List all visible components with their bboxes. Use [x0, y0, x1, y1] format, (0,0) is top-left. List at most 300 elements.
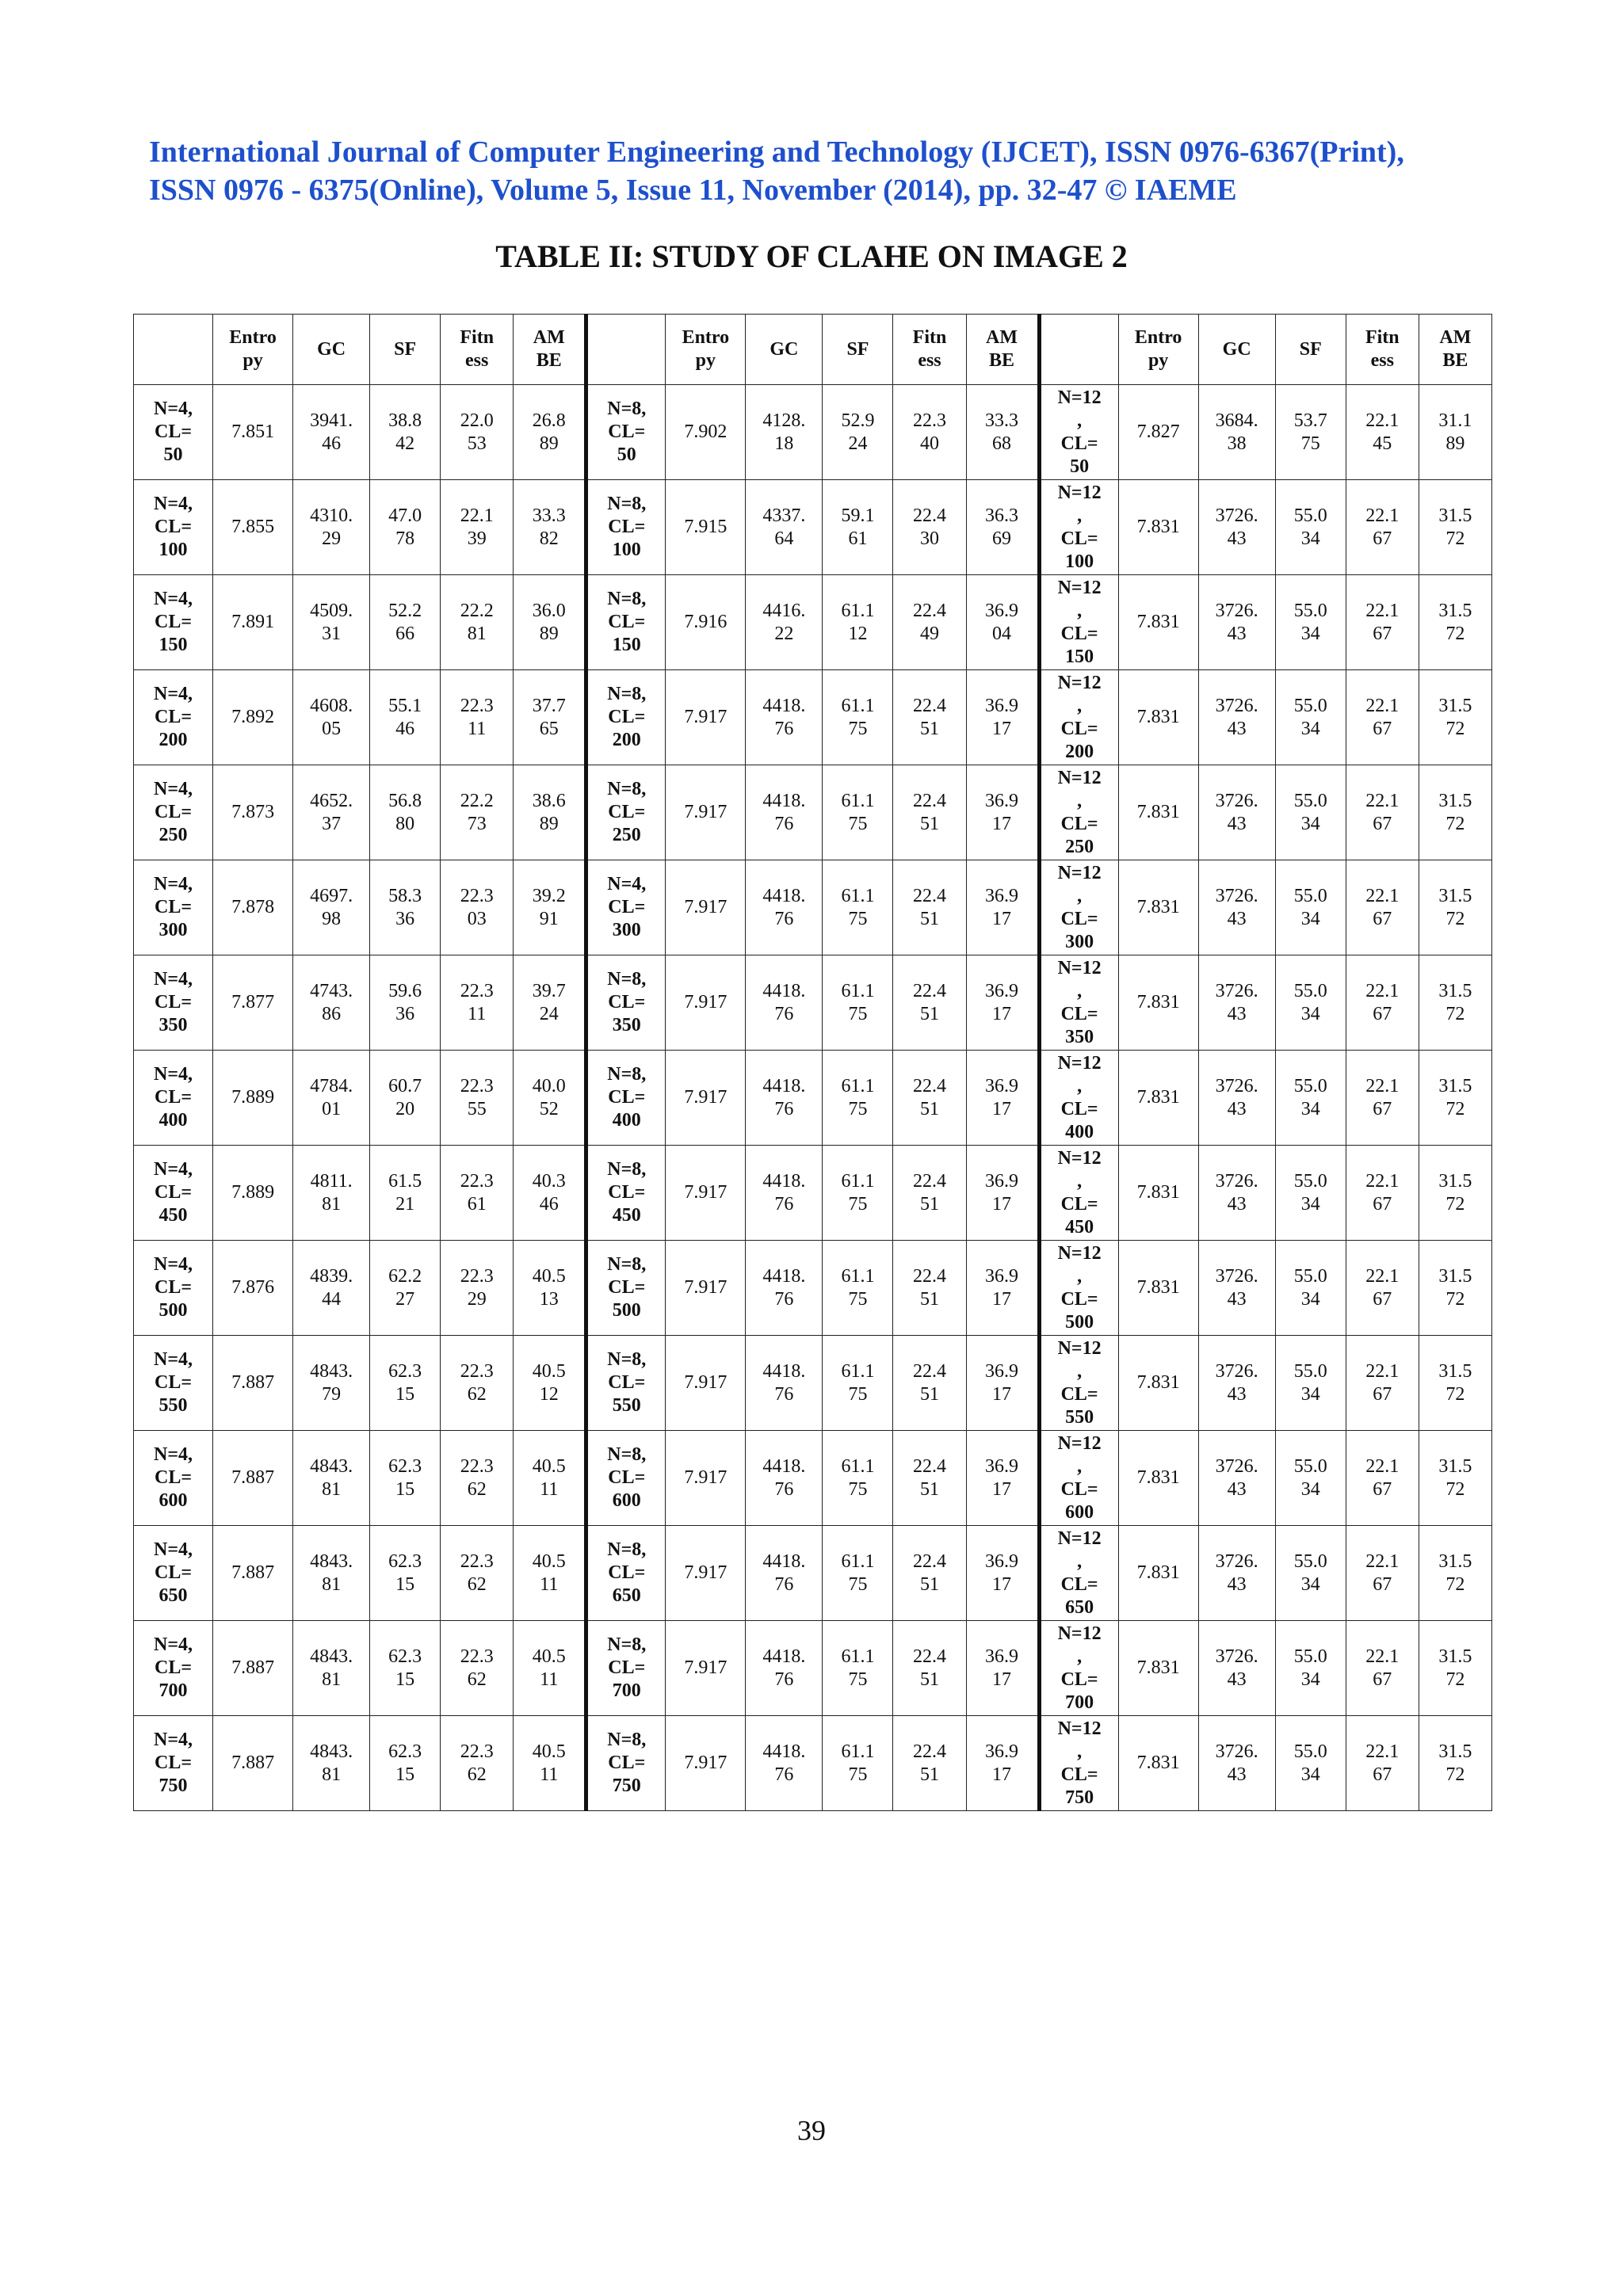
value-cell: 7.878	[213, 860, 293, 955]
row-label-cell: N=4, CL= 500	[134, 1241, 213, 1336]
value-cell: 40.5 11	[514, 1716, 586, 1811]
value-cell: 4843. 81	[293, 1431, 370, 1526]
value-cell: 4608. 05	[293, 670, 370, 765]
value-cell: 26.8 89	[514, 385, 586, 480]
value-cell: 38.8 42	[370, 385, 441, 480]
value-cell: 31.5 72	[1419, 1716, 1491, 1811]
value-cell: 22.1 67	[1346, 1051, 1419, 1146]
value-cell: 4418. 76	[746, 1621, 823, 1716]
row-label-cell: N=12 , CL= 150	[1039, 575, 1118, 670]
value-cell: 62.3 15	[370, 1621, 441, 1716]
value-cell: 4811. 81	[293, 1146, 370, 1241]
value-cell: 61.1 75	[823, 1431, 893, 1526]
value-cell: 7.831	[1118, 955, 1198, 1051]
value-cell: 36.9 17	[966, 765, 1039, 860]
column-header: Entro py	[213, 315, 293, 385]
table-row	[134, 480, 1492, 575]
row-label-cell: N=8, CL= 600	[586, 1431, 666, 1526]
value-cell: 55.0 34	[1275, 1621, 1346, 1716]
value-cell: 7.887	[213, 1621, 293, 1716]
value-cell: 56.8 80	[370, 765, 441, 860]
table-row	[134, 955, 1492, 1051]
value-cell: 7.917	[666, 765, 746, 860]
value-cell: 40.5 11	[514, 1526, 586, 1621]
row-label-cell: N=12 , CL= 250	[1039, 765, 1118, 860]
row-label-cell: N=4, CL= 550	[134, 1336, 213, 1431]
value-cell: 52.9 24	[823, 385, 893, 480]
value-cell: 4418. 76	[746, 860, 823, 955]
page-number: 39	[797, 2115, 826, 2146]
value-cell: 61.1 75	[823, 1621, 893, 1716]
value-cell: 22.1 45	[1346, 385, 1419, 480]
value-cell: 3726. 43	[1198, 1336, 1275, 1431]
row-label-cell: N=4, CL= 700	[134, 1621, 213, 1716]
row-label-cell: N=4, CL= 600	[134, 1431, 213, 1526]
value-cell: 55.0 34	[1275, 1526, 1346, 1621]
value-cell: 22.2 73	[441, 765, 514, 860]
row-label-cell: N=4, CL= 450	[134, 1146, 213, 1241]
value-cell: 22.4 51	[893, 1431, 966, 1526]
value-cell: 55.0 34	[1275, 575, 1346, 670]
value-cell: 7.855	[213, 480, 293, 575]
value-cell: 22.3 62	[441, 1716, 514, 1811]
value-cell: 31.5 72	[1419, 1621, 1491, 1716]
value-cell: 4418. 76	[746, 1716, 823, 1811]
value-cell: 31.5 72	[1419, 1336, 1491, 1431]
value-cell: 22.4 30	[893, 480, 966, 575]
row-label-cell: N=12 , CL= 300	[1039, 860, 1118, 955]
value-cell: 3726. 43	[1198, 480, 1275, 575]
value-cell: 7.877	[213, 955, 293, 1051]
value-cell: 7.917	[666, 1051, 746, 1146]
value-cell: 36.9 17	[966, 1336, 1039, 1431]
value-cell: 22.4 51	[893, 765, 966, 860]
value-cell: 7.831	[1118, 480, 1198, 575]
row-label-cell: N=4, CL= 300	[134, 860, 213, 955]
value-cell: 55.0 34	[1275, 1716, 1346, 1811]
table-row	[134, 1526, 1492, 1621]
value-cell: 31.5 72	[1419, 955, 1491, 1051]
value-cell: 59.6 36	[370, 955, 441, 1051]
value-cell: 31.5 72	[1419, 1051, 1491, 1146]
row-label-cell: N=8, CL= 700	[586, 1621, 666, 1716]
column-header: GC	[746, 315, 823, 385]
value-cell: 22.4 51	[893, 1336, 966, 1431]
value-cell: 22.1 39	[441, 480, 514, 575]
value-cell: 61.1 75	[823, 1716, 893, 1811]
value-cell: 61.5 21	[370, 1146, 441, 1241]
value-cell: 61.1 75	[823, 1146, 893, 1241]
value-cell: 31.5 72	[1419, 670, 1491, 765]
row-label-cell: N=8, CL= 100	[586, 480, 666, 575]
row-label-cell: N=8, CL= 250	[586, 765, 666, 860]
value-cell: 36.3 69	[966, 480, 1039, 575]
value-cell: 55.0 34	[1275, 765, 1346, 860]
value-cell: 62.2 27	[370, 1241, 441, 1336]
value-cell: 36.9 04	[966, 575, 1039, 670]
value-cell: 4418. 76	[746, 1336, 823, 1431]
journal-header-line-2: ISSN 0976 - 6375(Online), Volume 5, Issue 11, November (2014), pp. 32-47 © IAEME	[149, 174, 1237, 207]
value-cell: 22.2 81	[441, 575, 514, 670]
journal-header-line-1: International Journal of Computer Engineering and Technology (IJCET), ISSN 0976-6367(Print),	[149, 135, 1404, 169]
header-blank-cell	[586, 315, 666, 385]
value-cell: 4418. 76	[746, 1241, 823, 1336]
value-cell: 3726. 43	[1198, 575, 1275, 670]
value-cell: 31.5 72	[1419, 575, 1491, 670]
value-cell: 3941. 46	[293, 385, 370, 480]
value-cell: 3726. 43	[1198, 1716, 1275, 1811]
value-cell: 22.3 62	[441, 1526, 514, 1621]
value-cell: 38.6 89	[514, 765, 586, 860]
value-cell: 59.1 61	[823, 480, 893, 575]
value-cell: 4310. 29	[293, 480, 370, 575]
value-cell: 22.1 67	[1346, 1621, 1419, 1716]
value-cell: 4337. 64	[746, 480, 823, 575]
value-cell: 36.9 17	[966, 1621, 1039, 1716]
value-cell: 36.9 17	[966, 1526, 1039, 1621]
value-cell: 7.916	[666, 575, 746, 670]
table-row	[134, 1621, 1492, 1716]
value-cell: 3726. 43	[1198, 1431, 1275, 1526]
value-cell: 22.3 55	[441, 1051, 514, 1146]
value-cell: 61.1 75	[823, 1526, 893, 1621]
table-row	[134, 1051, 1492, 1146]
table-row	[134, 670, 1492, 765]
value-cell: 36.9 17	[966, 670, 1039, 765]
value-cell: 7.902	[666, 385, 746, 480]
column-header: SF	[370, 315, 441, 385]
value-cell: 55.0 34	[1275, 670, 1346, 765]
row-label-cell: N=4, CL= 650	[134, 1526, 213, 1621]
table-row	[134, 860, 1492, 955]
value-cell: 31.1 89	[1419, 385, 1491, 480]
value-cell: 4418. 76	[746, 765, 823, 860]
value-cell: 7.887	[213, 1336, 293, 1431]
column-header: SF	[823, 315, 893, 385]
column-header: Entro py	[666, 315, 746, 385]
value-cell: 7.831	[1118, 1526, 1198, 1621]
value-cell: 7.889	[213, 1051, 293, 1146]
value-cell: 55.0 34	[1275, 1241, 1346, 1336]
value-cell: 62.3 15	[370, 1431, 441, 1526]
value-cell: 22.3 29	[441, 1241, 514, 1336]
value-cell: 7.917	[666, 1146, 746, 1241]
value-cell: 33.3 82	[514, 480, 586, 575]
value-cell: 4843. 81	[293, 1621, 370, 1716]
value-cell: 61.1 12	[823, 575, 893, 670]
row-label-cell: N=12 , CL= 600	[1039, 1431, 1118, 1526]
value-cell: 31.5 72	[1419, 1526, 1491, 1621]
row-label-cell: N=4, CL= 750	[134, 1716, 213, 1811]
value-cell: 22.1 67	[1346, 480, 1419, 575]
table-header-row	[134, 315, 1492, 385]
value-cell: 31.5 72	[1419, 860, 1491, 955]
table-row	[134, 1716, 1492, 1811]
value-cell: 3726. 43	[1198, 670, 1275, 765]
value-cell: 7.831	[1118, 1621, 1198, 1716]
row-label-cell: N=8, CL= 400	[586, 1051, 666, 1146]
value-cell: 4843. 81	[293, 1716, 370, 1811]
row-label-cell: N=8, CL= 50	[586, 385, 666, 480]
value-cell: 7.831	[1118, 860, 1198, 955]
value-cell: 52.2 66	[370, 575, 441, 670]
row-label-cell: N=12 , CL= 100	[1039, 480, 1118, 575]
value-cell: 7.831	[1118, 1716, 1198, 1811]
column-header: Fitn ess	[1346, 315, 1419, 385]
row-label-cell: N=12 , CL= 200	[1039, 670, 1118, 765]
value-cell: 40.5 13	[514, 1241, 586, 1336]
row-label-cell: N=4, CL= 400	[134, 1051, 213, 1146]
column-header: SF	[1275, 315, 1346, 385]
value-cell: 22.3 11	[441, 955, 514, 1051]
row-label-cell: N=12 , CL= 450	[1039, 1146, 1118, 1241]
value-cell: 22.4 51	[893, 1146, 966, 1241]
value-cell: 55.1 46	[370, 670, 441, 765]
value-cell: 3726. 43	[1198, 1621, 1275, 1716]
row-label-cell: N=12 , CL= 700	[1039, 1621, 1118, 1716]
value-cell: 7.917	[666, 1716, 746, 1811]
value-cell: 55.0 34	[1275, 1051, 1346, 1146]
value-cell: 40.5 12	[514, 1336, 586, 1431]
value-cell: 7.887	[213, 1431, 293, 1526]
row-label-cell: N=4, CL= 250	[134, 765, 213, 860]
value-cell: 36.9 17	[966, 955, 1039, 1051]
value-cell: 4843. 81	[293, 1526, 370, 1621]
value-cell: 3726. 43	[1198, 955, 1275, 1051]
row-label-cell: N=4, CL= 150	[134, 575, 213, 670]
row-label-cell: N=4, CL= 200	[134, 670, 213, 765]
value-cell: 7.873	[213, 765, 293, 860]
value-cell: 31.5 72	[1419, 765, 1491, 860]
value-cell: 22.1 67	[1346, 670, 1419, 765]
value-cell: 7.827	[1118, 385, 1198, 480]
value-cell: 22.1 67	[1346, 1146, 1419, 1241]
value-cell: 3684. 38	[1198, 385, 1275, 480]
value-cell: 61.1 75	[823, 1336, 893, 1431]
value-cell: 61.1 75	[823, 765, 893, 860]
row-label-cell: N=12 , CL= 500	[1039, 1241, 1118, 1336]
value-cell: 61.1 75	[823, 670, 893, 765]
row-label-cell: N=12 , CL= 350	[1039, 955, 1118, 1051]
value-cell: 36.9 17	[966, 1146, 1039, 1241]
column-header: GC	[293, 315, 370, 385]
row-label-cell: N=12 , CL= 650	[1039, 1526, 1118, 1621]
value-cell: 22.4 51	[893, 670, 966, 765]
value-cell: 7.887	[213, 1526, 293, 1621]
value-cell: 7.831	[1118, 1431, 1198, 1526]
value-cell: 7.887	[213, 1716, 293, 1811]
value-cell: 22.4 51	[893, 1241, 966, 1336]
row-label-cell: N=8, CL= 650	[586, 1526, 666, 1621]
value-cell: 4743. 86	[293, 955, 370, 1051]
value-cell: 55.0 34	[1275, 1336, 1346, 1431]
column-header: GC	[1198, 315, 1275, 385]
value-cell: 7.917	[666, 1621, 746, 1716]
value-cell: 22.1 67	[1346, 1716, 1419, 1811]
value-cell: 31.5 72	[1419, 480, 1491, 575]
header-blank-cell	[134, 315, 213, 385]
value-cell: 7.915	[666, 480, 746, 575]
table-row	[134, 575, 1492, 670]
value-cell: 22.3 61	[441, 1146, 514, 1241]
column-header: AM BE	[966, 315, 1039, 385]
value-cell: 22.1 67	[1346, 1336, 1419, 1431]
value-cell: 22.1 67	[1346, 765, 1419, 860]
value-cell: 62.3 15	[370, 1336, 441, 1431]
row-label-cell: N=12 , CL= 50	[1039, 385, 1118, 480]
value-cell: 61.1 75	[823, 955, 893, 1051]
value-cell: 47.0 78	[370, 480, 441, 575]
value-cell: 7.917	[666, 1336, 746, 1431]
value-cell: 22.3 62	[441, 1621, 514, 1716]
value-cell: 22.3 03	[441, 860, 514, 955]
value-cell: 36.9 17	[966, 860, 1039, 955]
value-cell: 37.7 65	[514, 670, 586, 765]
value-cell: 62.3 15	[370, 1716, 441, 1811]
table-row	[134, 1146, 1492, 1241]
table-row	[134, 765, 1492, 860]
value-cell: 36.0 89	[514, 575, 586, 670]
value-cell: 22.4 51	[893, 860, 966, 955]
value-cell: 55.0 34	[1275, 1431, 1346, 1526]
value-cell: 7.831	[1118, 1241, 1198, 1336]
value-cell: 22.1 67	[1346, 1526, 1419, 1621]
row-label-cell: N=8, CL= 500	[586, 1241, 666, 1336]
row-label-cell: N=12 , CL= 400	[1039, 1051, 1118, 1146]
value-cell: 39.2 91	[514, 860, 586, 955]
value-cell: 22.1 67	[1346, 575, 1419, 670]
value-cell: 4416. 22	[746, 575, 823, 670]
value-cell: 7.831	[1118, 670, 1198, 765]
value-cell: 61.1 75	[823, 1051, 893, 1146]
value-cell: 7.917	[666, 1241, 746, 1336]
value-cell: 22.4 51	[893, 1621, 966, 1716]
value-cell: 61.1 75	[823, 1241, 893, 1336]
column-header: Entro py	[1118, 315, 1198, 385]
value-cell: 40.0 52	[514, 1051, 586, 1146]
row-label-cell: N=8, CL= 750	[586, 1716, 666, 1811]
value-cell: 4843. 79	[293, 1336, 370, 1431]
value-cell: 36.9 17	[966, 1241, 1039, 1336]
value-cell: 22.4 51	[893, 955, 966, 1051]
value-cell: 4652. 37	[293, 765, 370, 860]
value-cell: 22.3 40	[893, 385, 966, 480]
row-label-cell: N=8, CL= 450	[586, 1146, 666, 1241]
table-row	[134, 1431, 1492, 1526]
value-cell: 4418. 76	[746, 1526, 823, 1621]
column-header: AM BE	[1419, 315, 1491, 385]
value-cell: 7.831	[1118, 575, 1198, 670]
header-blank-cell	[1039, 315, 1118, 385]
value-cell: 7.876	[213, 1241, 293, 1336]
value-cell: 7.917	[666, 1431, 746, 1526]
value-cell: 4697. 98	[293, 860, 370, 955]
value-cell: 4784. 01	[293, 1051, 370, 1146]
value-cell: 40.5 11	[514, 1621, 586, 1716]
table-row	[134, 385, 1492, 480]
value-cell: 4418. 76	[746, 670, 823, 765]
value-cell: 40.5 11	[514, 1431, 586, 1526]
value-cell: 7.917	[666, 955, 746, 1051]
value-cell: 22.1 67	[1346, 955, 1419, 1051]
row-label-cell: N=4, CL= 100	[134, 480, 213, 575]
value-cell: 36.9 17	[966, 1431, 1039, 1526]
journal-header	[149, 133, 1512, 209]
value-cell: 7.831	[1118, 1051, 1198, 1146]
value-cell: 55.0 34	[1275, 480, 1346, 575]
value-cell: 3726. 43	[1198, 1051, 1275, 1146]
value-cell: 7.831	[1118, 1336, 1198, 1431]
column-header: Fitn ess	[893, 315, 966, 385]
value-cell: 22.1 67	[1346, 1431, 1419, 1526]
value-cell: 4509. 31	[293, 575, 370, 670]
value-cell: 33.3 68	[966, 385, 1039, 480]
row-label-cell: N=12 , CL= 750	[1039, 1716, 1118, 1811]
value-cell: 4839. 44	[293, 1241, 370, 1336]
value-cell: 7.892	[213, 670, 293, 765]
value-cell: 40.3 46	[514, 1146, 586, 1241]
value-cell: 7.851	[213, 385, 293, 480]
column-header: AM BE	[514, 315, 586, 385]
value-cell: 22.4 51	[893, 1716, 966, 1811]
value-cell: 4418. 76	[746, 955, 823, 1051]
value-cell: 7.917	[666, 860, 746, 955]
row-label-cell: N=12 , CL= 550	[1039, 1336, 1118, 1431]
value-cell: 4128. 18	[746, 385, 823, 480]
value-cell: 3726. 43	[1198, 1526, 1275, 1621]
value-cell: 31.5 72	[1419, 1431, 1491, 1526]
value-cell: 22.4 51	[893, 1526, 966, 1621]
value-cell: 22.4 49	[893, 575, 966, 670]
value-cell: 4418. 76	[746, 1051, 823, 1146]
value-cell: 7.831	[1118, 1146, 1198, 1241]
value-cell: 36.9 17	[966, 1716, 1039, 1811]
table-row	[134, 1241, 1492, 1336]
value-cell: 7.889	[213, 1146, 293, 1241]
value-cell: 39.7 24	[514, 955, 586, 1051]
value-cell: 22.1 67	[1346, 1241, 1419, 1336]
value-cell: 4418. 76	[746, 1431, 823, 1526]
value-cell: 22.1 67	[1346, 860, 1419, 955]
value-cell: 3726. 43	[1198, 1146, 1275, 1241]
value-cell: 58.3 36	[370, 860, 441, 955]
value-cell: 3726. 43	[1198, 765, 1275, 860]
value-cell: 61.1 75	[823, 860, 893, 955]
value-cell: 31.5 72	[1419, 1241, 1491, 1336]
value-cell: 22.0 53	[441, 385, 514, 480]
row-label-cell: N=4, CL= 50	[134, 385, 213, 480]
row-label-cell: N=8, CL= 150	[586, 575, 666, 670]
value-cell: 22.3 11	[441, 670, 514, 765]
value-cell: 60.7 20	[370, 1051, 441, 1146]
value-cell: 22.4 51	[893, 1051, 966, 1146]
value-cell: 22.3 62	[441, 1431, 514, 1526]
value-cell: 7.917	[666, 670, 746, 765]
row-label-cell: N=4, CL= 350	[134, 955, 213, 1051]
value-cell: 7.831	[1118, 765, 1198, 860]
row-label-cell: N=8, CL= 350	[586, 955, 666, 1051]
value-cell: 55.0 34	[1275, 955, 1346, 1051]
row-label-cell: N=8, CL= 200	[586, 670, 666, 765]
value-cell: 36.9 17	[966, 1051, 1039, 1146]
row-label-cell: N=8, CL= 550	[586, 1336, 666, 1431]
table-row	[134, 1336, 1492, 1431]
table-title: TABLE II: STUDY OF CLAHE ON IMAGE 2	[495, 238, 1128, 274]
value-cell: 4418. 76	[746, 1146, 823, 1241]
value-cell: 31.5 72	[1419, 1146, 1491, 1241]
value-cell: 3726. 43	[1198, 860, 1275, 955]
value-cell: 55.0 34	[1275, 1146, 1346, 1241]
